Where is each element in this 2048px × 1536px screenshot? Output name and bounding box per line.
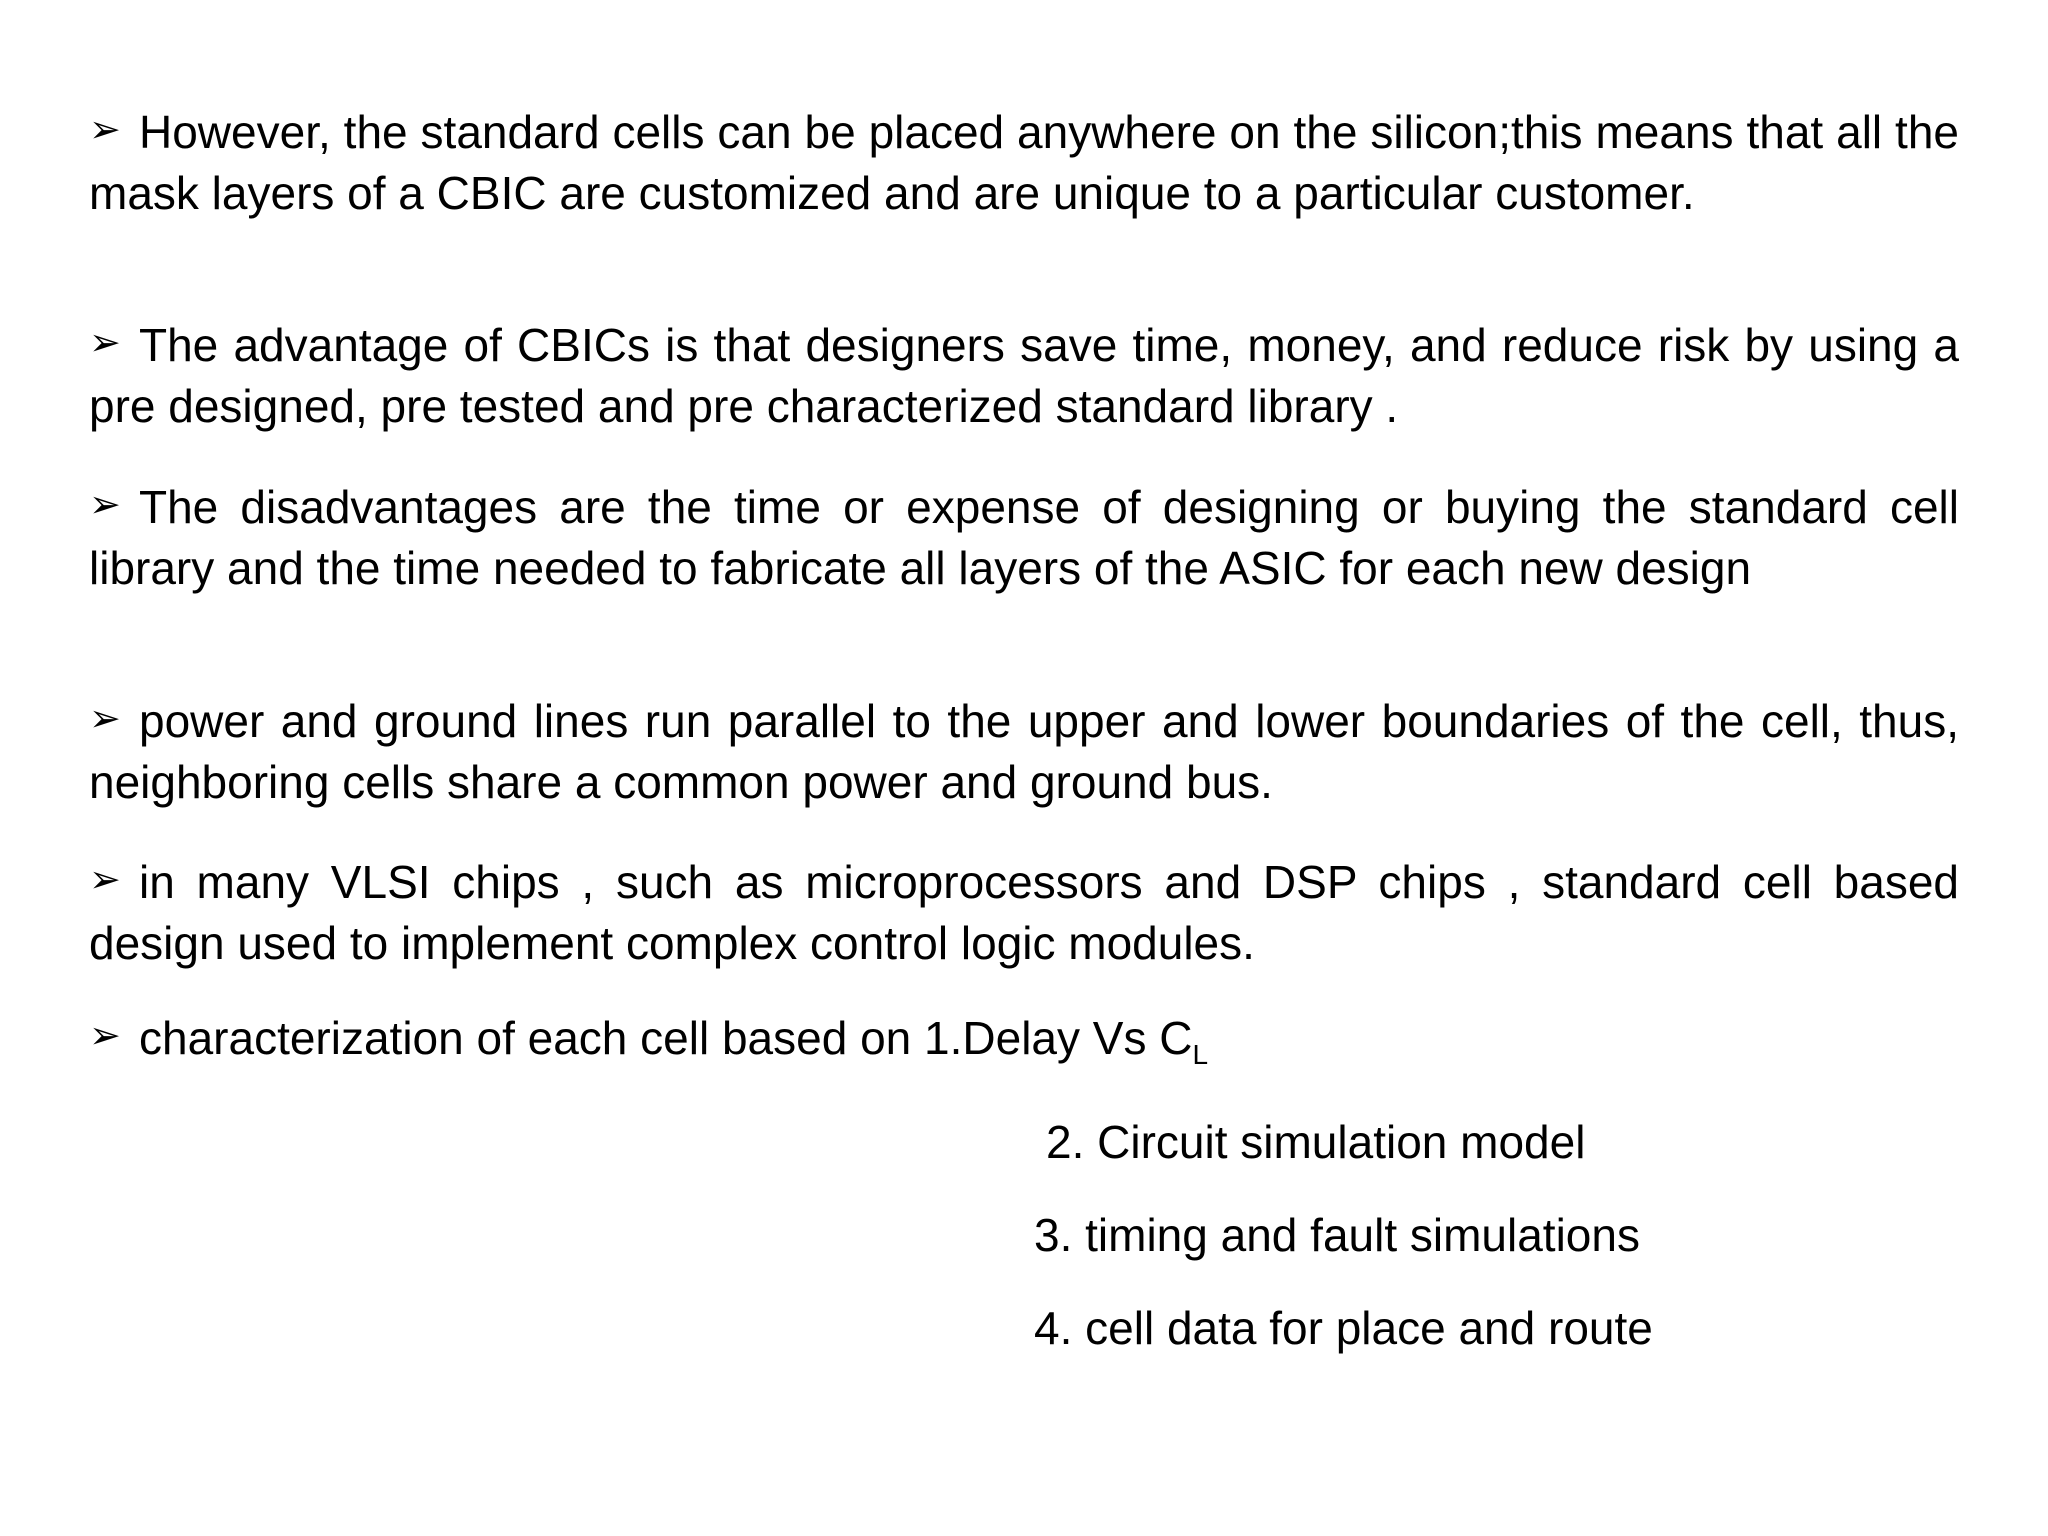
bullet-item: [89, 475, 1959, 599]
bullet-item: [89, 100, 1959, 224]
bullet-item: [89, 313, 1959, 437]
bullet-text: in many VLSI chips , such as microprocessors and DSP chips , standard cell based design used to implement complex control logic modules.: [89, 856, 1959, 969]
list-item: 3. timing and fault simulations: [1034, 1209, 1640, 1261]
bullet-text: characterization of each cell based on 1.Delay Vs C: [139, 1012, 1193, 1064]
bullet-text: The disadvantages are the time or expense of designing or buying the standard cell library and the time needed to fabricate all layers of the ASIC for each new design: [89, 481, 1959, 594]
bullet-item: [89, 1006, 1959, 1069]
arrow-bullet-icon: ➢: [89, 109, 121, 151]
bullet-text: power and ground lines run parallel to the upper and lower boundaries of the cell, thus, neighboring cells share a common power and ground bus.: [89, 695, 1959, 808]
bullet-text: The advantage of CBICs is that designers save time, money, and reduce risk by using a pre designed, pre tested and pre characterized standard library .: [89, 319, 1959, 432]
list-item: 2. Circuit simulation model: [1046, 1116, 1586, 1168]
arrow-bullet-icon: ➢: [89, 484, 121, 526]
list-item: 4. cell data for place and route: [1034, 1302, 1653, 1354]
bullet-item: [89, 689, 1959, 813]
arrow-bullet-icon: ➢: [89, 859, 121, 901]
arrow-bullet-icon: ➢: [89, 1015, 121, 1057]
bullet-item: [89, 850, 1959, 974]
arrow-bullet-icon: ➢: [89, 698, 121, 740]
subscript-l: L: [1192, 1039, 1209, 1070]
bullet-text: However, the standard cells can be placed anywhere on the silicon;this means that all the mask layers of a CBIC are customized and are unique to a particular customer.: [89, 106, 1959, 219]
arrow-bullet-icon: ➢: [89, 322, 121, 364]
